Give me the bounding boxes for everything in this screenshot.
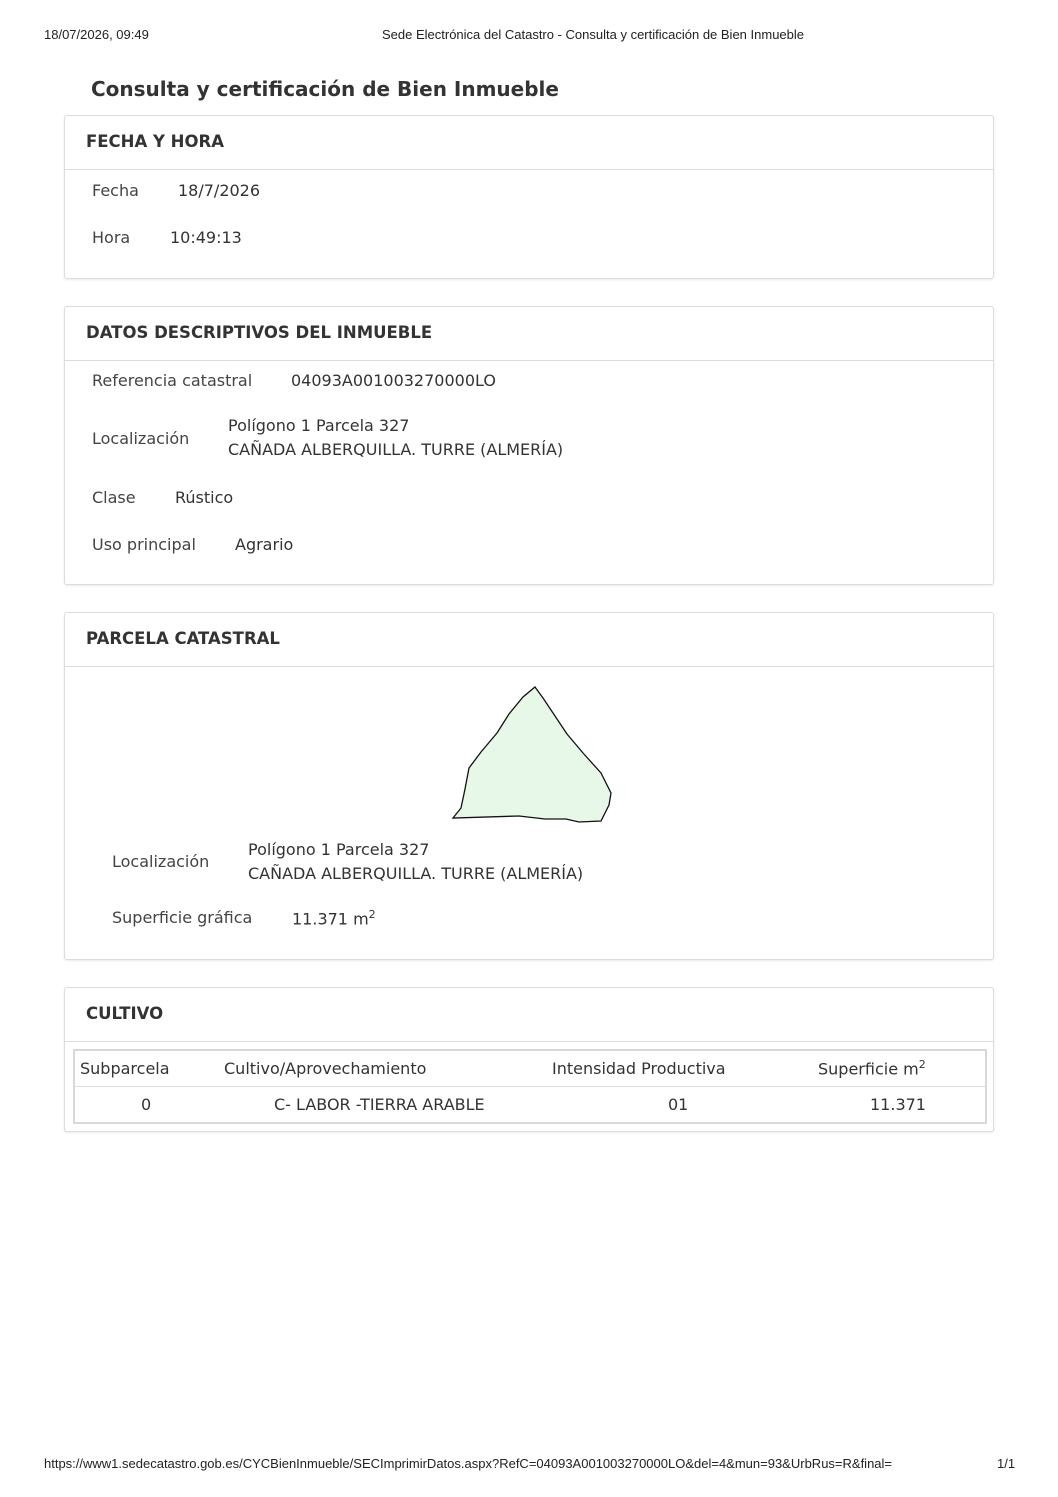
datos-heading: DATOS DESCRIPTIVOS DEL INMUEBLE bbox=[65, 307, 993, 361]
cultivo-heading: CULTIVO bbox=[65, 988, 993, 1042]
uso-label: Uso principal bbox=[92, 535, 196, 554]
col-cultivo: Cultivo/Aprovechamiento bbox=[224, 1050, 552, 1087]
referencia-label: Referencia catastral bbox=[92, 371, 253, 390]
parcela-localizacion-line1: Polígono 1 Parcela 327 bbox=[248, 840, 430, 859]
hora-label: Hora bbox=[92, 228, 131, 247]
datos-descriptivos-panel bbox=[64, 306, 994, 585]
parcel-shape-map bbox=[451, 685, 615, 827]
localizacion-line2: CAÑADA ALBERQUILLA. TURRE (ALMERÍA) bbox=[228, 440, 564, 459]
cell-subparcela: 0 bbox=[74, 1087, 224, 1124]
localizacion-line1: Polígono 1 Parcela 327 bbox=[228, 416, 410, 435]
col-superficie-exponent: 2 bbox=[918, 1058, 926, 1072]
cell-intensidad: 01 bbox=[552, 1087, 818, 1124]
cultivo-table bbox=[73, 1049, 987, 1124]
fecha-value: 18/7/2026 bbox=[178, 181, 261, 200]
superficie-number: 11.371 bbox=[292, 909, 348, 929]
cell-superficie: 11.371 bbox=[818, 1087, 986, 1124]
parcela-catastral-panel bbox=[64, 612, 994, 960]
print-footer-url: https://www1.sedecatastro.gob.es/CYCBienInmueble/SECImprimirDatos.aspx?RefC=04093A001003270000LO&del=4&mun=93&UrbRus=R&final= bbox=[44, 1456, 893, 1471]
fecha-hora-heading: FECHA Y HORA bbox=[65, 116, 993, 170]
hora-value: 10:49:13 bbox=[170, 228, 242, 247]
col-subparcela: Subparcela bbox=[74, 1050, 224, 1087]
parcela-heading: PARCELA CATASTRAL bbox=[65, 613, 993, 667]
cell-cultivo: C- LABOR -TIERRA ARABLE bbox=[224, 1087, 552, 1124]
superficie-unit: m bbox=[353, 909, 369, 929]
parcela-localizacion-label: Localización bbox=[112, 852, 210, 871]
clase-value: Rústico bbox=[175, 488, 234, 507]
superficie-exponent: 2 bbox=[368, 908, 376, 921]
fecha-hora-panel bbox=[64, 115, 994, 279]
localizacion-label: Localización bbox=[92, 429, 190, 448]
clase-label: Clase bbox=[92, 488, 136, 507]
col-intensidad: Intensidad Productiva bbox=[552, 1050, 818, 1087]
fecha-label: Fecha bbox=[92, 181, 139, 200]
parcel-polygon bbox=[453, 687, 611, 822]
referencia-value: 04093A001003270000LO bbox=[291, 371, 496, 390]
cultivo-panel bbox=[64, 987, 994, 1132]
superficie-label: Superficie gráfica bbox=[112, 908, 253, 927]
page-title: Consulta y certificación de Bien Inmueble bbox=[91, 77, 559, 101]
parcela-localizacion-line2: CAÑADA ALBERQUILLA. TURRE (ALMERÍA) bbox=[248, 864, 584, 883]
print-header-datetime: 18/07/2026, 09:49 bbox=[44, 27, 149, 42]
col-superficie bbox=[818, 1050, 986, 1087]
print-footer-page: 1/1 bbox=[997, 1456, 1016, 1471]
print-header-title: Sede Electrónica del Catastro - Consulta y certificación de Bien Inmueble bbox=[382, 27, 804, 42]
uso-value: Agrario bbox=[235, 535, 294, 554]
superficie-value bbox=[292, 908, 376, 928]
table-row bbox=[74, 1087, 986, 1124]
cultivo-header-row bbox=[74, 1050, 986, 1087]
col-superficie-label: Superficie m bbox=[818, 1059, 919, 1079]
